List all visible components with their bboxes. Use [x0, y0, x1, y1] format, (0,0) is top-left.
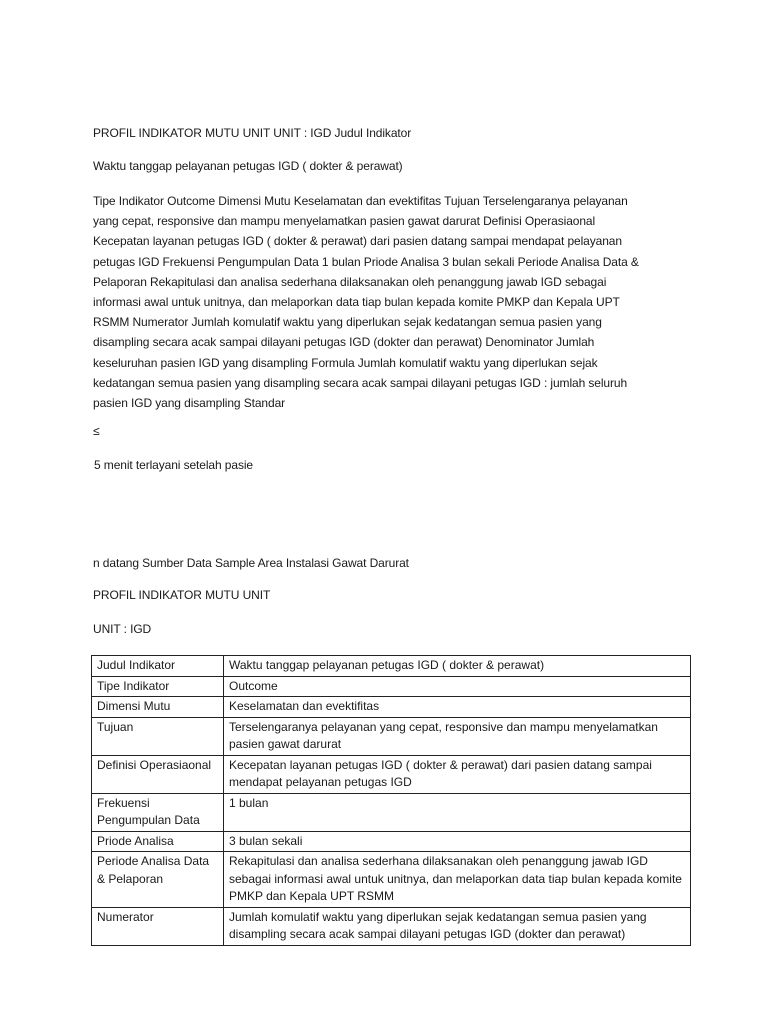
- row-value: Waktu tanggap pelayanan petugas IGD ( dokter & perawat): [224, 656, 691, 677]
- row-key: Tujuan: [92, 717, 224, 755]
- row-key: Periode Analisa Data & Pelaporan: [92, 852, 224, 908]
- row-key: Numerator: [92, 907, 224, 945]
- less-equal-symbol: ≤: [93, 424, 100, 438]
- table-row: [92, 697, 691, 718]
- body-line: petugas IGD Frekuensi Pengumpulan Data 1 bulan Priode Analisa 3 bulan sekali Periode Analisa Data &: [93, 254, 639, 269]
- row-value: 3 bulan sekali: [224, 831, 691, 852]
- row-key: Frekuensi Pengumpulan Data: [92, 793, 224, 831]
- table-row: [92, 852, 691, 908]
- body-line: Kecepatan layanan petugas IGD ( dokter & perawat) dari pasien datang sampai mendapat pelayanan: [93, 234, 622, 249]
- table-row: [92, 907, 691, 945]
- table-row: [92, 676, 691, 697]
- body-line: disampling secara acak sampai dilayani petugas IGD (dokter dan perawat) Denominator Jumlah: [93, 335, 595, 350]
- row-value: Kecepatan layanan petugas IGD ( dokter & perawat) dari pasien datang sampai mendapat pelayanan petugas IGD: [224, 755, 691, 793]
- body-line: RSMM Numerator Jumlah komulatif waktu yang diperlukan sejak kedatangan semua pasien yang: [93, 315, 602, 330]
- body-line: Tipe Indikator Outcome Dimensi Mutu Keselamatan dan evektifitas Tujuan Terselengaranya pelayanan: [93, 194, 628, 208]
- table-row: [92, 793, 691, 831]
- row-value: Jumlah komulatif waktu yang diperlukan sejak kedatangan semua pasien yang disampling secara acak sampai dilayani petugas IGD (dokter dan perawat): [224, 907, 691, 945]
- row-value: Keselamatan dan evektifitas: [224, 697, 691, 718]
- body-line: informasi awal untuk unitnya, dan melaporkan data tiap bulan kepada komite PMKP dan Kepala UPT: [93, 295, 620, 310]
- judul-line: Waktu tanggap pelayanan petugas IGD ( dokter & perawat): [93, 159, 403, 173]
- table-row: [92, 656, 691, 677]
- standar-line: 5 menit terlayani setelah pasie: [94, 458, 253, 472]
- row-key: Tipe Indikator: [92, 676, 224, 697]
- table-row: [92, 755, 691, 793]
- row-key: Priode Analisa: [92, 831, 224, 852]
- table-row: [92, 717, 691, 755]
- body-paragraph: [93, 191, 683, 413]
- section-title: PROFIL INDIKATOR MUTU UNIT: [93, 588, 271, 602]
- row-key: Definisi Operasiaonal: [92, 755, 224, 793]
- row-value: Rekapitulasi dan analisa sederhana dilaksanakan oleh penanggung jawab IGD sebagai informasi awal untuk unitnya, dan melaporkan data tiap bulan kepada komite PMKP dan Kepala UPT RSMM: [224, 852, 691, 908]
- row-key: Dimensi Mutu: [92, 697, 224, 718]
- body-line: pasien IGD yang disampling Standar: [93, 396, 286, 411]
- row-key: Judul Indikator: [92, 656, 224, 677]
- body-line: Pelaporan Rekapitulasi dan analisa sederhana dilaksanakan oleh penanggung jawab IGD sebagai: [93, 274, 607, 289]
- row-value: 1 bulan: [224, 793, 691, 831]
- body-line: kedatangan semua pasien yang disampling secara acak sampai dilayani petugas IGD : jumlah seluruh: [93, 375, 628, 390]
- body-line: yang cepat, responsive dan mampu menyelamatkan pasien gawat darurat Definisi Operasiaonal: [93, 214, 596, 229]
- unit-line: UNIT : IGD: [93, 622, 152, 636]
- heading-line: PROFIL INDIKATOR MUTU UNIT UNIT : IGD Judul Indikator: [93, 126, 412, 140]
- row-value: Terselengaranya pelayanan yang cepat, responsive dan mampu menyelamatkan pasien gawat darurat: [224, 717, 691, 755]
- table-row: [92, 831, 691, 852]
- body-line: keseluruhan pasien IGD yang disampling Formula Jumlah komulatif waktu yang diperlukan sejak: [93, 355, 598, 370]
- row-value: Outcome: [224, 676, 691, 697]
- continuation-line: n datang Sumber Data Sample Area Instalasi Gawat Darurat: [93, 556, 409, 570]
- indicator-table: [91, 655, 691, 946]
